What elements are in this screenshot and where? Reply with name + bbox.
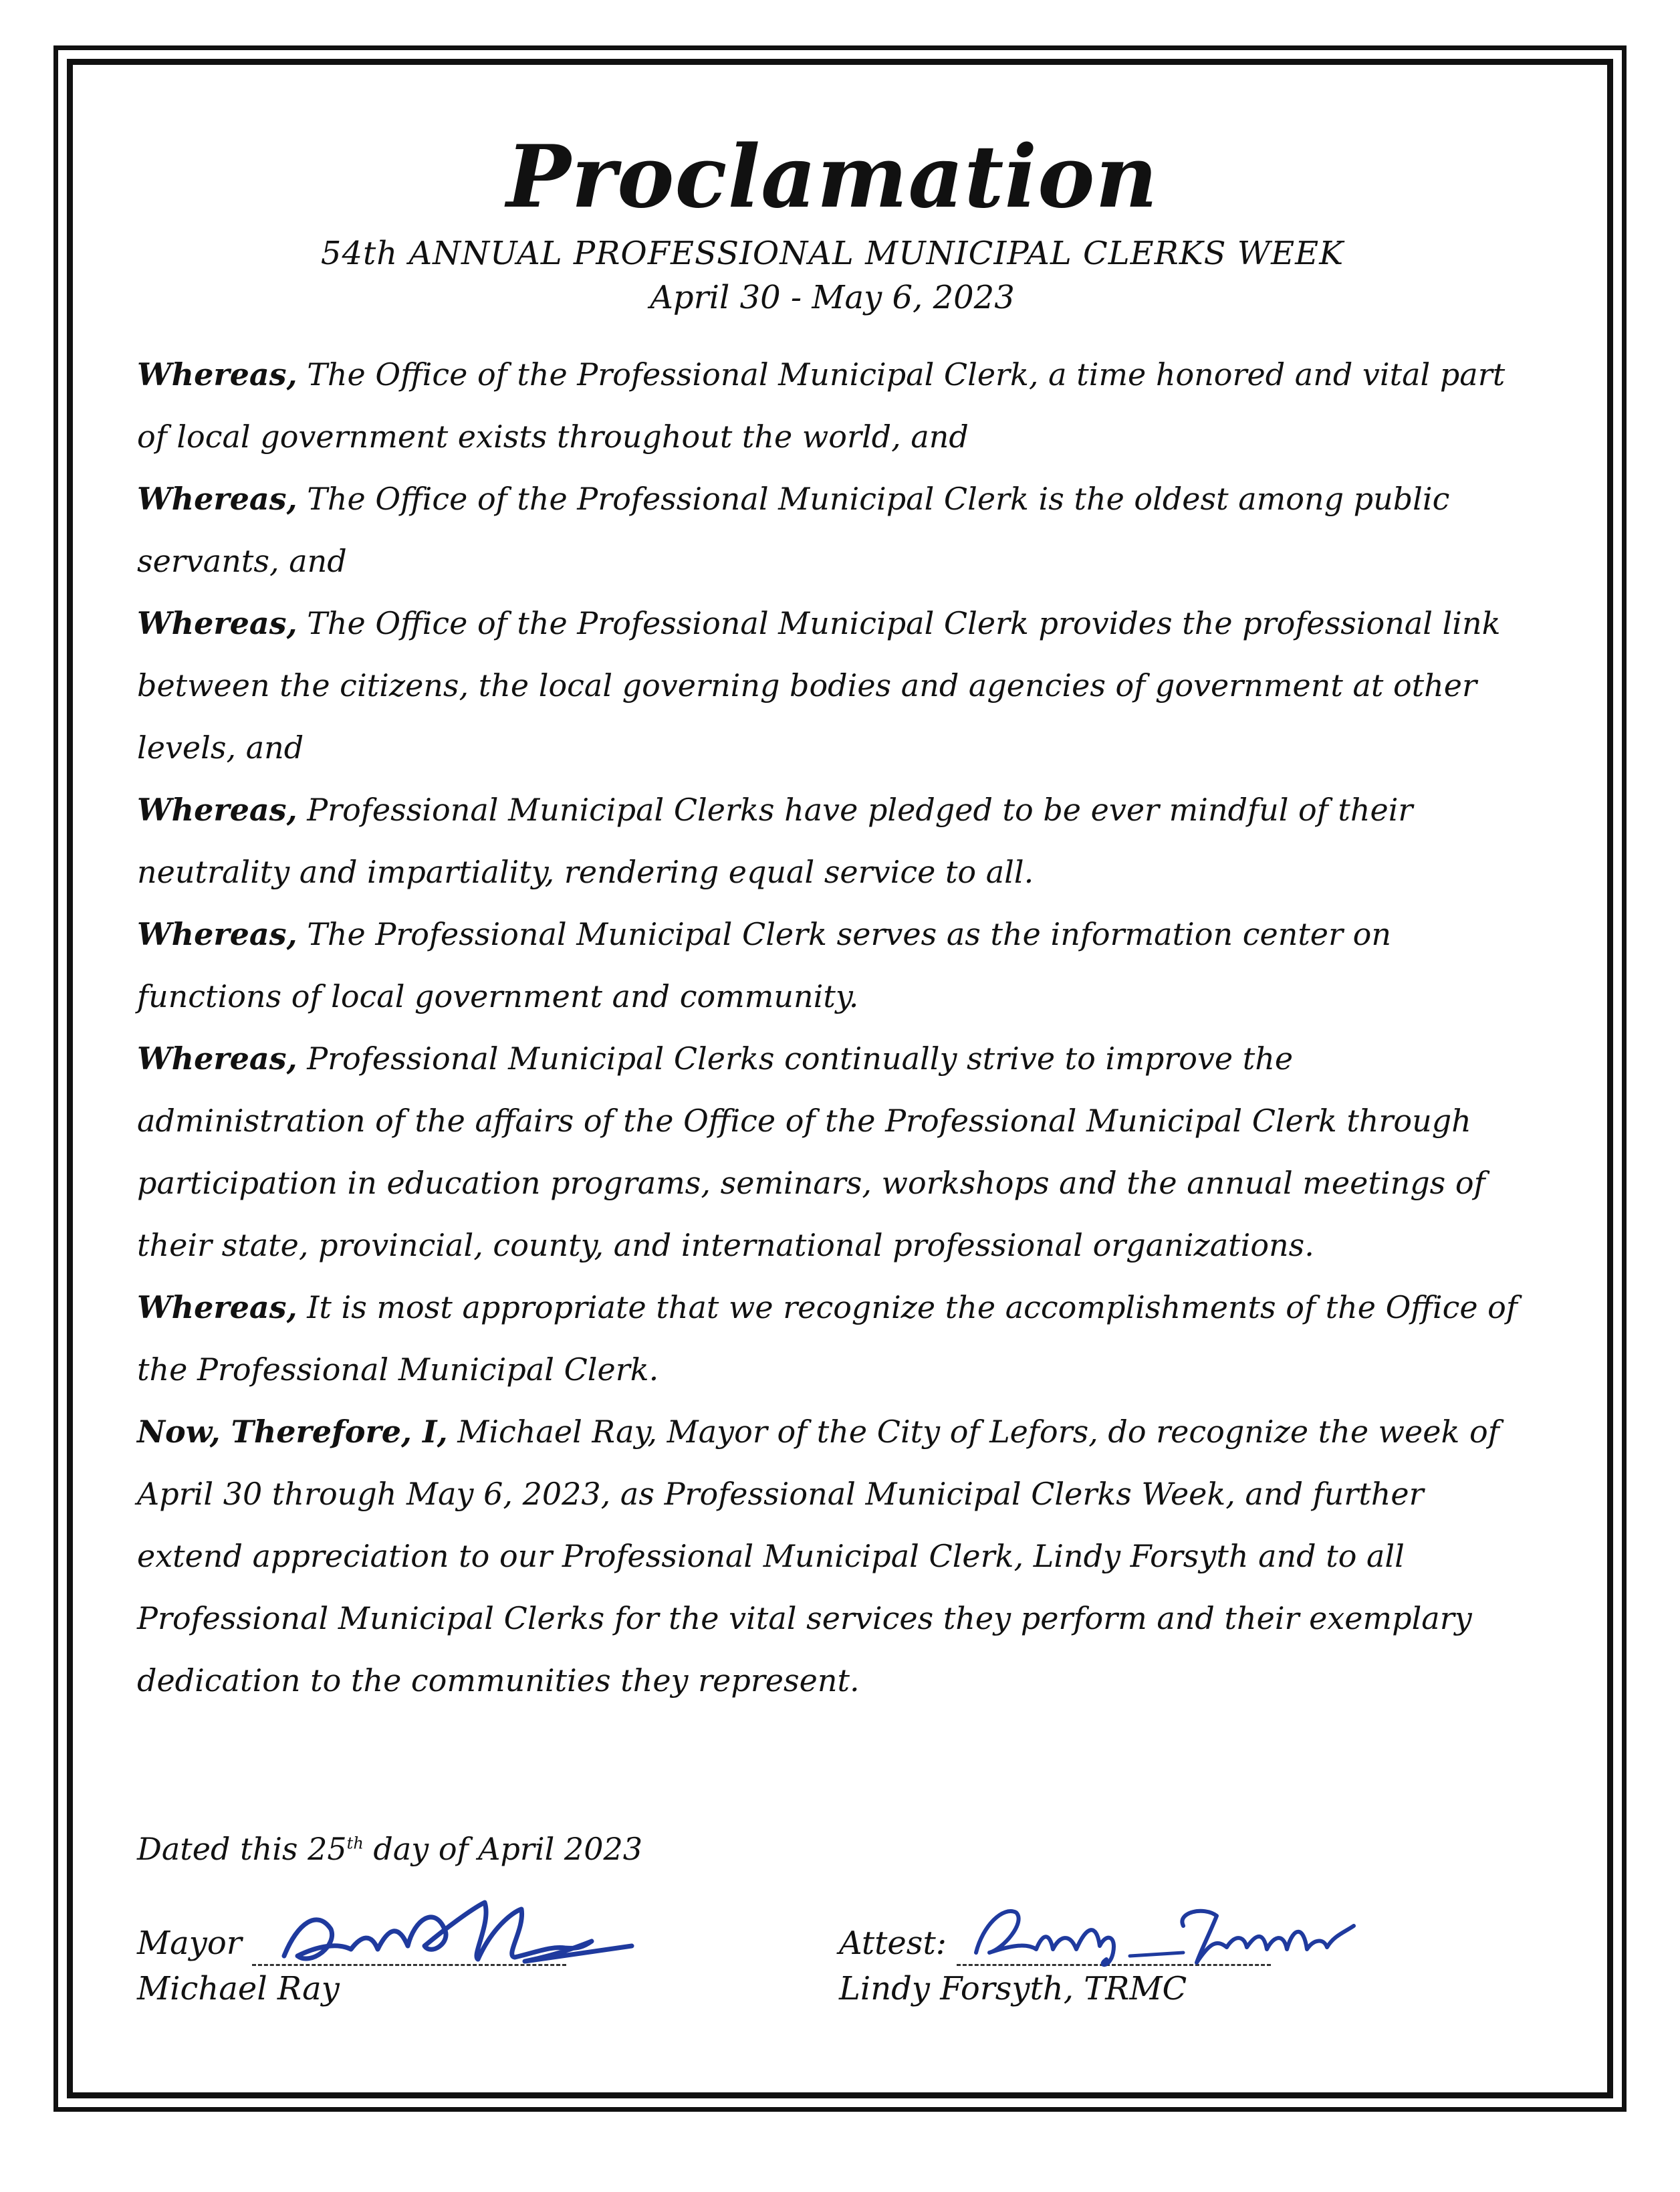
paragraph-lead: Whereas, bbox=[137, 792, 297, 828]
paragraph-lead: Whereas, bbox=[137, 481, 297, 517]
attest-handwritten-signature bbox=[963, 1886, 1364, 1979]
whereas-paragraph bbox=[137, 903, 1528, 1028]
paragraph-text: The Office of the Professional Municipal Clerk, a time honored and vital part of local government exists throughout the world, and bbox=[137, 356, 1506, 455]
subtitle: 54th ANNUAL PROFESSIONAL MUNICIPAL CLERKS WEEK bbox=[320, 235, 1344, 272]
whereas-paragraph bbox=[137, 592, 1528, 779]
mayor-name: Michael Ray bbox=[137, 1970, 340, 2007]
page-title: Proclamation bbox=[506, 127, 1159, 227]
whereas-paragraph bbox=[137, 468, 1528, 592]
paragraph-text: It is most appropriate that we recognize the accomplishments of the Office of the Professional Municipal Clerk. bbox=[137, 1289, 1518, 1388]
dated-line bbox=[137, 1831, 642, 1867]
paragraph-lead: Whereas, bbox=[137, 605, 297, 641]
dated-rest: day of April 2023 bbox=[363, 1831, 642, 1867]
paragraph-text: The Office of the Professional Municipal Clerk provides the professional link between the citizens, the local governing bodies and agencies of government at other levels, and bbox=[137, 605, 1501, 766]
dated-prefix: Dated this 25 bbox=[137, 1831, 347, 1867]
mayor-handwritten-signature bbox=[271, 1882, 645, 1989]
paragraph-lead: Whereas, bbox=[137, 1040, 297, 1077]
attest-label: Attest: bbox=[839, 1925, 947, 1962]
therefore-paragraph bbox=[137, 1401, 1528, 1712]
dated-ordinal: th bbox=[346, 1834, 364, 1853]
paragraph-lead: Whereas, bbox=[137, 356, 297, 393]
paragraph-lead: Whereas, bbox=[137, 1289, 297, 1325]
paragraph-lead: Now, Therefore, I, bbox=[137, 1414, 448, 1450]
date-range: April 30 - May 6, 2023 bbox=[650, 279, 1015, 316]
paragraph-text: Michael Ray, Mayor of the City of Lefors, do recognize the week of April 30 through May 6, 2023, as Professional Municipal Clerks Week, and further extend appreciation to our Professional Municipal Clerk, Lindy Forsyth and to all Professional Municipal Clerks for the vital services they perform and their exemplary dedication to the communities they represent. bbox=[137, 1414, 1499, 1698]
paragraph-text: Professional Municipal Clerks have pledged to be ever mindful of their neutrality and impartiality, rendering equal service to all. bbox=[137, 792, 1413, 890]
whereas-paragraph bbox=[137, 1277, 1528, 1401]
paragraph-text: Professional Municipal Clerks continually strive to improve the administration of the affairs of the Office of the Professional Municipal Clerk through participation in education programs, seminars, workshops and the annual meetings of their state, provincial, county, and international professional organizations. bbox=[137, 1040, 1485, 1263]
paragraph-text: The Office of the Professional Municipal Clerk is the oldest among public servants, and bbox=[137, 481, 1450, 579]
whereas-paragraph bbox=[137, 779, 1528, 903]
attest-name: Lindy Forsyth, TRMC bbox=[839, 1970, 1187, 2007]
whereas-paragraph bbox=[137, 344, 1528, 468]
mayor-label: Mayor bbox=[137, 1925, 242, 1962]
proclamation-body bbox=[137, 127, 1528, 1712]
paragraph-lead: Whereas, bbox=[137, 916, 297, 952]
whereas-paragraph bbox=[137, 1028, 1528, 1277]
paragraph-text: The Professional Municipal Clerk serves as the information center on functions of local government and community. bbox=[137, 916, 1391, 1014]
